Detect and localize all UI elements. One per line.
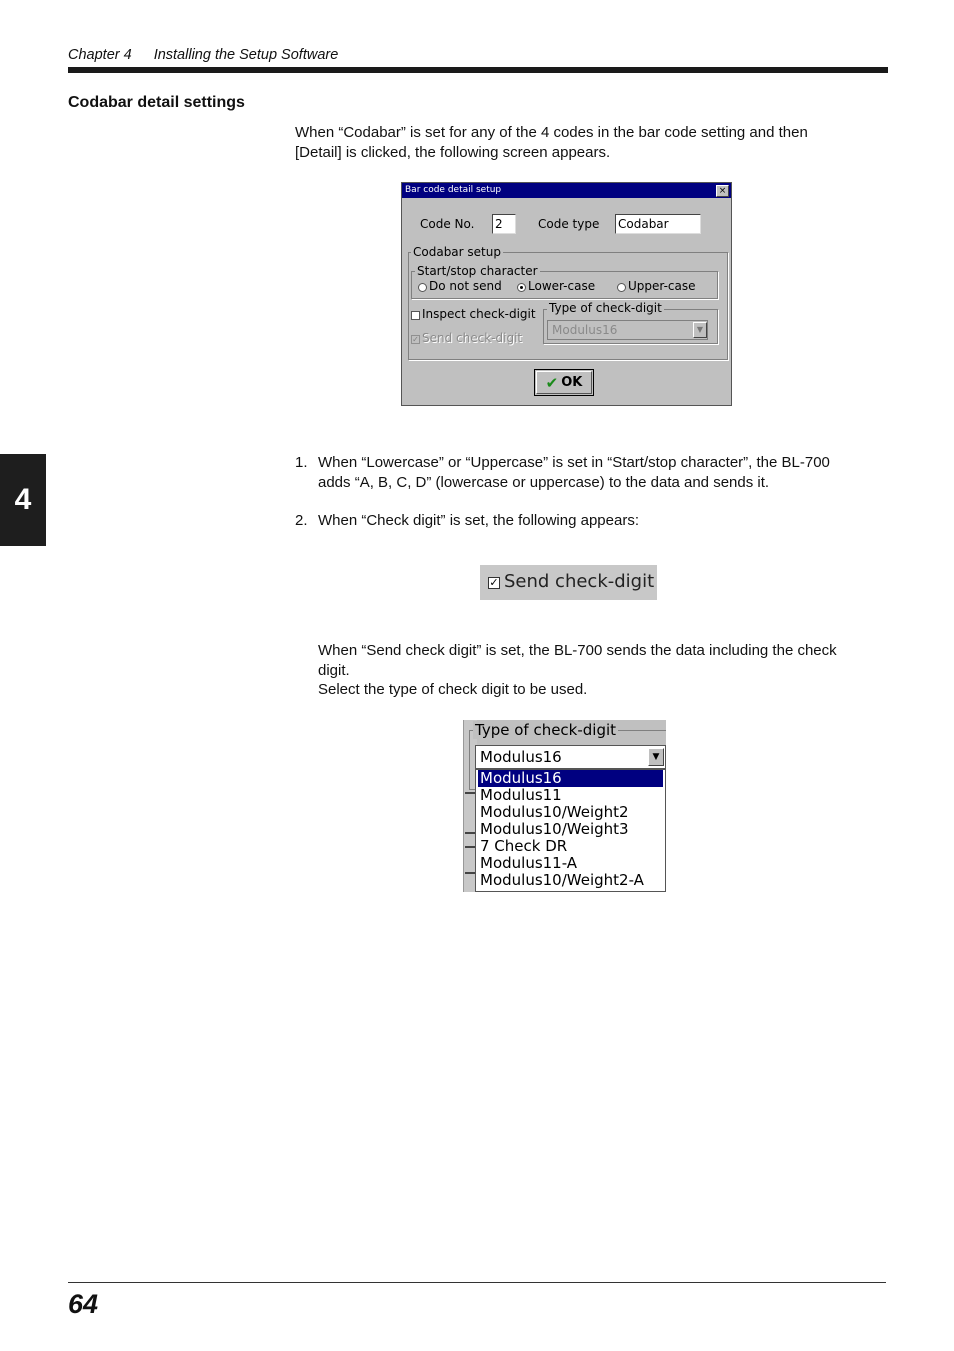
radio-lower-case-label: Lower-case	[528, 279, 596, 293]
check-icon: ✔	[545, 373, 559, 392]
dropdown-option[interactable]: Modulus10/Weight2-A	[480, 871, 644, 889]
page-number: 64	[68, 1289, 99, 1319]
dropdown-option[interactable]: Modulus11-A	[480, 854, 578, 872]
edge-mark	[465, 872, 475, 874]
dialog-title: Bar code detail setup	[405, 185, 502, 195]
ok-button[interactable]	[534, 369, 594, 396]
intro-line: [Detail] is clicked, the following screen appears.	[295, 143, 611, 161]
paragraph-line: Select the type of check digit to be used.	[318, 681, 588, 698]
select-value: Modulus16	[480, 748, 562, 766]
list-item-line: When “Lowercase” or “Uppercase” is set in “Start/stop character”, the BL-700	[318, 454, 830, 471]
close-icon[interactable]: ×	[716, 185, 729, 197]
running-header	[68, 47, 338, 63]
send-check-digit-snippet	[480, 565, 657, 600]
radio-upper-case-label: Upper-case	[628, 279, 696, 293]
list-item	[318, 511, 639, 531]
list-item-line: adds “A, B, C, D” (lowercase or uppercase) to the data and sends it.	[318, 473, 770, 491]
code-type-field[interactable]: Codabar	[615, 214, 701, 234]
dialog-title-bar	[402, 183, 731, 198]
code-type-label: Code type	[538, 217, 600, 231]
send-check-digit-checkbox[interactable]: ✓	[412, 335, 419, 344]
dropdown-option[interactable]: Modulus10/Weight2	[480, 803, 629, 821]
dropdown-option[interactable]: 7 Check DR	[480, 837, 568, 855]
list-number: 1.	[295, 454, 308, 471]
edge-mark	[465, 846, 475, 848]
type-of-check-digit-select[interactable]	[475, 745, 666, 769]
edge-mark	[465, 792, 475, 794]
type-of-check-digit-group-label: Type of check-digit	[475, 721, 617, 739]
type-of-check-digit-label: Type of check-digit	[549, 301, 662, 315]
start-stop-label: Start/stop character	[417, 264, 538, 278]
paragraph-line: digit.	[318, 661, 350, 679]
ok-button-face	[536, 371, 592, 394]
chapter-tab: 4	[0, 454, 46, 546]
header-rule	[68, 67, 888, 73]
inspect-check-digit-checkbox[interactable]	[411, 311, 420, 320]
dropdown-option[interactable]: Modulus11	[480, 786, 562, 804]
radio-lower-case[interactable]	[517, 283, 526, 292]
code-no-label: Code No.	[420, 217, 475, 231]
edge-mark	[465, 832, 475, 834]
intro-paragraph	[295, 123, 808, 162]
footer-rule	[68, 1282, 886, 1283]
code-no-field[interactable]: 2	[492, 214, 516, 234]
ok-button-label: OK	[561, 375, 583, 390]
chapter-label: Chapter 4	[68, 47, 132, 63]
list-item	[318, 453, 830, 492]
inspect-check-digit-label: Inspect check-digit	[422, 307, 536, 321]
radio-upper-case[interactable]	[617, 283, 626, 292]
dropdown-option[interactable]: Modulus16	[478, 770, 663, 787]
radio-do-not-send[interactable]	[418, 283, 427, 292]
dropdown-option[interactable]: Modulus10/Weight3	[480, 820, 629, 838]
send-check-digit-label: Send check-digit	[422, 331, 523, 345]
list-number: 2.	[295, 512, 308, 529]
bar-code-detail-dialog	[401, 182, 732, 406]
chevron-down-icon[interactable]: ▼	[693, 322, 707, 338]
check-digit-paragraph	[318, 641, 837, 700]
paragraph-line: When “Send check digit” is set, the BL-700 sends the data including the check	[318, 642, 837, 659]
chapter-title: Installing the Setup Software	[153, 47, 339, 63]
codabar-setup-label: Codabar setup	[413, 245, 501, 259]
type-of-check-digit-combo[interactable]	[547, 320, 708, 340]
chevron-down-icon[interactable]: ▼	[648, 748, 664, 766]
send-check-digit-snippet-label: Send check-digit	[504, 571, 655, 592]
section-title: Codabar detail settings	[68, 94, 245, 111]
send-check-digit-snippet-checkbox[interactable]: ✓	[489, 576, 499, 589]
radio-do-not-send-label: Do not send	[429, 279, 502, 293]
dropdown-list	[475, 769, 666, 892]
intro-line: When “Codabar” is set for any of the 4 codes in the bar code setting and then	[295, 124, 808, 141]
check-digit-dropdown-snippet	[463, 720, 666, 892]
type-of-check-digit-value: Modulus16	[552, 323, 618, 337]
list-item-line: When “Check digit” is set, the following appears:	[318, 512, 639, 529]
